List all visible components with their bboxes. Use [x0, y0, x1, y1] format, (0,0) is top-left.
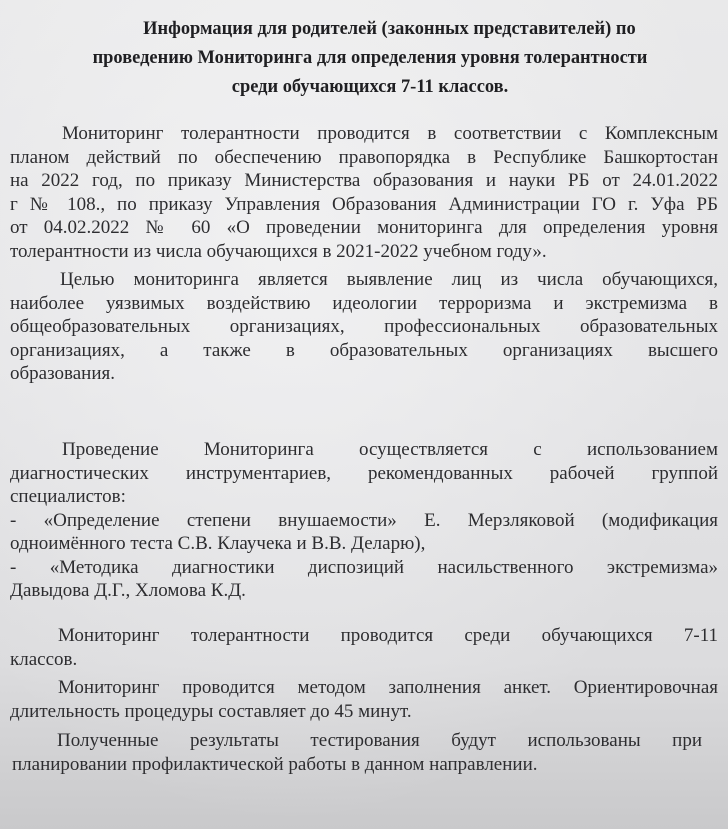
- title-line: Информация для родителей (законных представителей) по: [143, 18, 636, 39]
- list-item: - «Методика диагностики диспозиций насильственного экстремизма»: [10, 556, 718, 578]
- paragraph-results: [12, 729, 702, 776]
- list-item: - «Определение степени внушаемости» Е. Мерзляковой (модификация: [10, 509, 718, 531]
- text-line: Мониторинг толерантности проводится среди обучающихся 7-11: [58, 625, 718, 646]
- text-line: образования.: [10, 363, 115, 384]
- text-line: Целью мониторинга является выявление лиц из числа обучающихся,: [60, 269, 718, 290]
- text-line: Полученные результаты тестирования будут использованы при: [57, 730, 702, 751]
- text-line: Проведение Мониторинга осуществляется с использованием: [62, 439, 718, 460]
- text-line: г № 108., по приказу Управления Образования Администрации ГО г. Уфа РБ: [10, 193, 718, 215]
- text-line: общеобразовательных организациях, профессиональных образовательных: [10, 316, 718, 337]
- title-line: проведению Мониторинга для определения уровня толерантности: [92, 47, 648, 68]
- text-line: организациях, а также в образовательных организациях высшего: [10, 339, 718, 361]
- text-line: диагностических инструментариев, рекомендованных рабочей группой: [10, 462, 718, 484]
- text-line: на 2022 год, по приказу Министерства образования и науки РБ от 24.01.2022: [10, 170, 718, 191]
- title-line: среди обучающихся 7-11 классов.: [231, 76, 509, 97]
- text-line: планировании профилактической работы в данном направлении.: [12, 753, 538, 775]
- list-item-continuation: Давыдова Д.Г., Хломова К.Д.: [10, 580, 246, 601]
- paragraph-method: [10, 676, 718, 723]
- text-line: специалистов:: [10, 486, 126, 507]
- document-title: [40, 14, 700, 101]
- text-line: классов.: [10, 648, 78, 670]
- text-line: планом действий по обеспечению правопорядка в Республике Башкортостан: [10, 146, 718, 168]
- paragraph-target-group: [10, 624, 718, 671]
- text-line: длительность процедуры составляет до 45 минут.: [10, 700, 412, 722]
- text-line: наиболее уязвимых воздействию идеологии терроризма и экстремизма в: [10, 292, 718, 314]
- text-line: Мониторинг толерантности проводится в соответствии с Комплексным: [62, 123, 718, 144]
- text-line: толерантности из числа обучающихся в 2021-2022 учебном году».: [10, 240, 547, 262]
- text-line: от 04.02.2022 № 60 «О проведении мониторинга для определения уровня: [10, 217, 718, 238]
- text-line: Мониторинг проводится методом заполнения анкет. Ориентировочная: [58, 677, 718, 698]
- paragraph-goal: [10, 268, 718, 386]
- paragraph-legal-basis: [10, 122, 718, 263]
- list-item-continuation: одноимённого теста С.В. Клаучека и В.В. Деларю),: [10, 533, 426, 554]
- paragraph-tools: [10, 438, 718, 603]
